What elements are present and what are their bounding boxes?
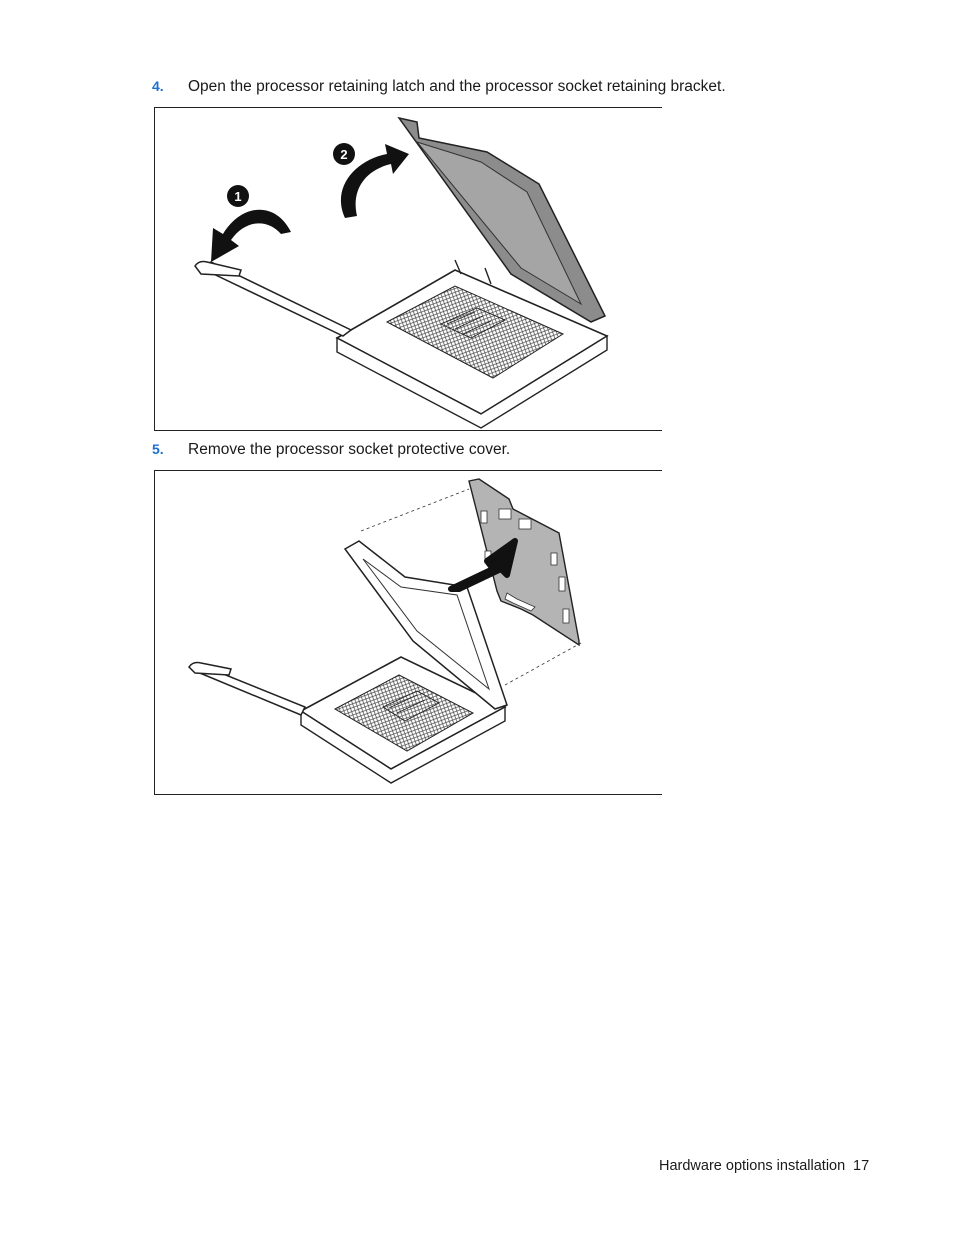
socket-open-illustration	[155, 108, 662, 430]
retaining-latch-lever	[189, 663, 305, 716]
socket-cover-illustration	[155, 471, 662, 794]
step-text: Open the processor retaining latch and the processor socket retaining bracket.	[188, 78, 726, 95]
callout-1-icon	[227, 185, 249, 207]
callout-2-icon	[333, 143, 355, 165]
figure-open-latch-and-bracket	[154, 107, 662, 431]
callout-1-label: 1	[234, 189, 242, 204]
step-number: 4.	[152, 78, 164, 94]
retaining-latch-lever	[195, 262, 351, 337]
callout-2-label: 2	[340, 147, 348, 162]
step-5	[152, 439, 510, 460]
footer-page-number: 17	[853, 1158, 870, 1174]
step-number: 5.	[152, 441, 164, 457]
step-text: Remove the processor socket protective cover.	[188, 441, 511, 458]
step-4	[152, 76, 726, 97]
figure-remove-protective-cover	[154, 470, 662, 795]
arrow-1-icon	[211, 210, 291, 262]
footer-section-title: Hardware options installation	[659, 1158, 846, 1174]
